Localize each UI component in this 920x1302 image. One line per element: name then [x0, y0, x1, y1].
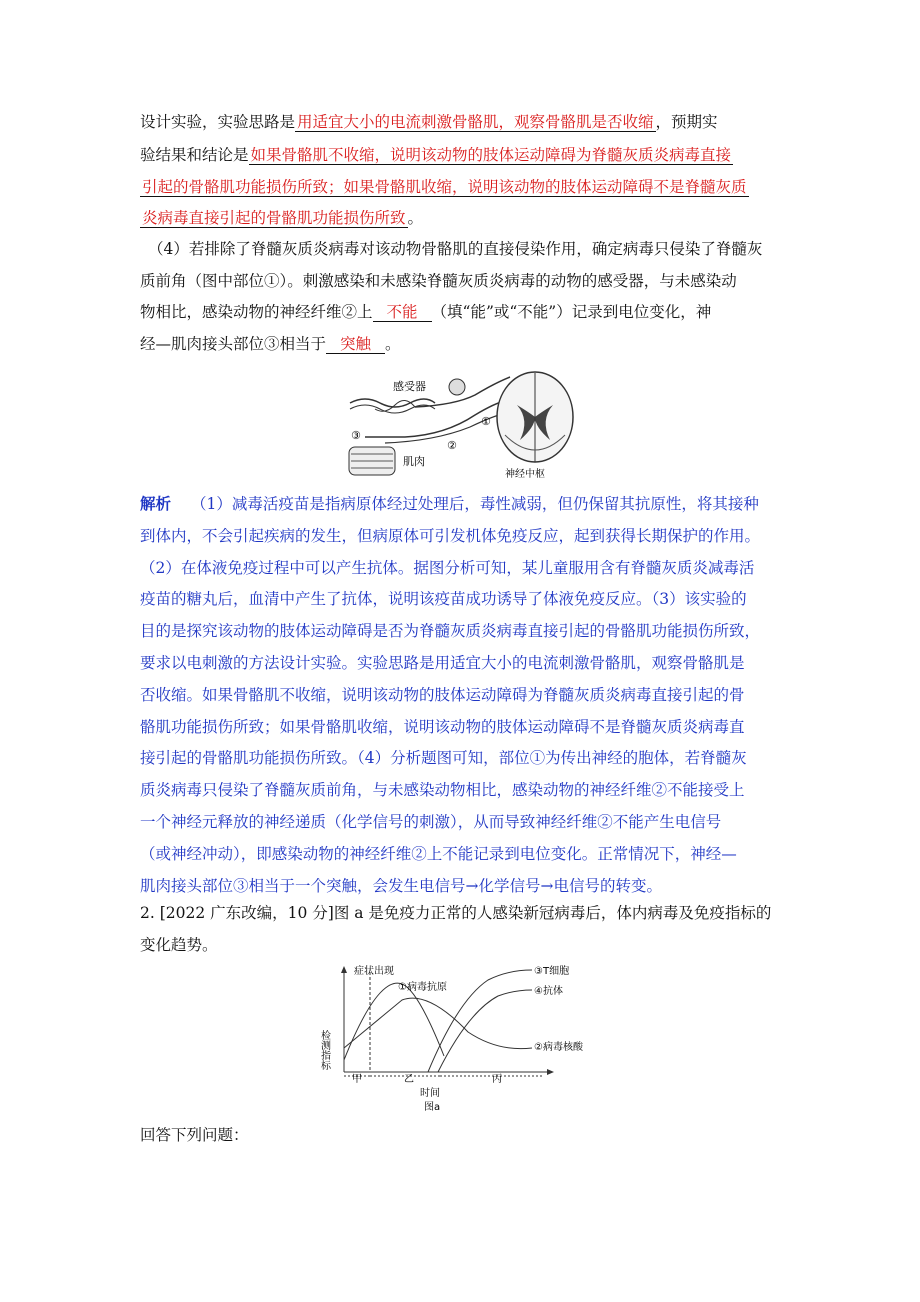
q3-text-line4 — [140, 208, 423, 228]
period-2: 乙 — [404, 1074, 414, 1085]
q3-text-line1 — [140, 112, 718, 132]
analysis-line-0 — [140, 488, 790, 521]
text: 经—肌肉接头部位③相当于 — [140, 335, 327, 353]
receptor-label: 感受器 — [393, 380, 426, 393]
answer-blank: 如果骨骼肌不收缩，说明该动物的肢体运动障碍为脊髓灰质炎病毒直接 — [250, 146, 732, 164]
center-label: 神经中枢 — [505, 469, 545, 480]
series-label-1: ①病毒抗原 — [398, 982, 447, 993]
period-3: 丙 — [492, 1074, 502, 1085]
text: （1）减毒活疫苗是指病原体经过处理后，毒性减弱，但仍保留其抗原性，将其接种 — [191, 495, 759, 513]
marker-1: ① — [481, 415, 491, 428]
marker-2: ② — [447, 439, 457, 452]
analysis-line: 疫苗的糖丸后，血清中产生了抗体，说明该疫苗成功诱导了体液免疫反应。（3）该实验的 — [140, 590, 747, 609]
analysis-line: 一个神经元释放的神经递质（化学信号的刺激），从而导致神经纤维②不能产生电信号 — [140, 812, 722, 831]
q4-line3 — [140, 302, 711, 322]
symptom-label: 症状出现 — [354, 966, 394, 977]
answer-blank: 不能 — [373, 303, 432, 322]
immune-chart-figure — [318, 960, 608, 1120]
spinal-cord-drawing — [497, 372, 573, 462]
analysis-section — [140, 488, 790, 902]
analysis-line: 要求以电刺激的方法设计实验。实验思路是用适宜大小的电流刺激骨骼肌，观察骨骼肌是 — [140, 653, 745, 672]
answer-blank: 用适宜大小的电流刺激骨骼肌，观察骨骼肌是否收缩 — [297, 113, 654, 131]
analysis-line: 肌肉接头部位③相当于一个突触，会发生电信号→化学信号→电信号的转变。 — [140, 876, 662, 895]
footer-text: 回答下列问题： — [140, 1126, 249, 1144]
marker-3: ③ — [351, 429, 361, 442]
x-axis-label: 时间 — [420, 1088, 440, 1099]
text: 验结果和结论是 — [140, 146, 249, 164]
series-label-2: ②病毒核酸 — [534, 1042, 583, 1053]
text: 。 — [385, 335, 401, 353]
curve-antigen — [344, 983, 444, 1060]
text: ，预期实 — [655, 113, 718, 131]
analysis-label: 解析 — [140, 494, 172, 513]
series-label-3: ③T细胞 — [534, 966, 570, 977]
analysis-line: （或神经冲动），即感染动物的神经纤维②上不能记录到电位变化。正常情况下，神经— — [140, 844, 737, 863]
analysis-line: 接引起的骨骼肌功能损伤所致。（4）分析题图可知，部位①为传出神经的胞体，若脊髓灰 — [140, 749, 747, 768]
period-1: 甲 — [352, 1074, 362, 1085]
series-label-4: ④抗体 — [534, 986, 563, 997]
q4-line1: （4）若排除了脊髓灰质炎病毒对该动物骨骼肌的直接侵染作用，确定病毒只侵染了脊髓灰 — [148, 240, 763, 258]
answer-blank: 炎病毒直接引起的骨骼肌功能损伤所致 — [142, 209, 406, 227]
muscle-drawing — [349, 447, 395, 475]
text: 。 — [407, 209, 424, 227]
curve-antibody — [438, 990, 532, 1072]
analysis-line: 否收缩。如果骨骼肌不收缩，说明该动物的肢体运动障碍为脊髓灰质炎病毒直接引起的骨 — [140, 685, 745, 704]
q4-line2: 质前角（图中部位①）。刺激感染和未感染脊髓灰质炎病毒的动物的感受器，与未感染动 — [140, 272, 737, 290]
muscle-label: 肌肉 — [403, 455, 425, 468]
analysis-line: 骼肌功能损伤所致；如果骨骼肌收缩，说明该动物的肢体运动障碍不是脊髓灰质炎病毒直 — [140, 717, 745, 736]
analysis-line: 到体内，不会引起疾病的发生，但病原体可引发机体免疫反应，起到获得长期保护的作用。 — [140, 526, 761, 545]
y-axis-label: 检测指标 — [318, 1030, 330, 1070]
reflex-arc-figure — [345, 365, 580, 480]
text: 物相比，感染动物的神经纤维②上 — [140, 303, 373, 321]
q3-text-line3 — [140, 177, 749, 197]
analysis-line: 目的是探究该动物的肢体运动障碍是否为脊髓灰质炎病毒直接引起的骨骼肌功能损伤所致， — [140, 622, 761, 641]
q3-text-line2 — [140, 145, 733, 165]
figure-caption: 图a — [424, 1102, 441, 1113]
text: 设计实验，实验思路是 — [140, 113, 296, 131]
text: （填“能”或“不能”）记录到电位变化，神 — [431, 303, 712, 321]
analysis-line: 质炎病毒只侵染了脊髓灰质前角，与未感染动物相比，感染动物的神经纤维②不能接受上 — [140, 781, 745, 800]
q2-line2: 变化趋势。 — [140, 936, 218, 954]
q4-line4 — [140, 334, 401, 354]
answer-blank: 引起的骨骼肌功能损伤所致；如果骨骼肌收缩，说明该动物的肢体运动障碍不是脊髓灰质 — [142, 178, 747, 196]
analysis-line: （2）在体液免疫过程中可以产生抗体。据图分析可知，某儿童服用含有脊髓灰质炎减毒活 — [140, 558, 755, 577]
q2-line1: 2. [2022 广东改编，10 分]图 a 是免疫力正常的人感染新冠病毒后，体内病毒及免疫指标的 — [140, 904, 772, 922]
answer-blank: 突触 — [326, 335, 385, 354]
